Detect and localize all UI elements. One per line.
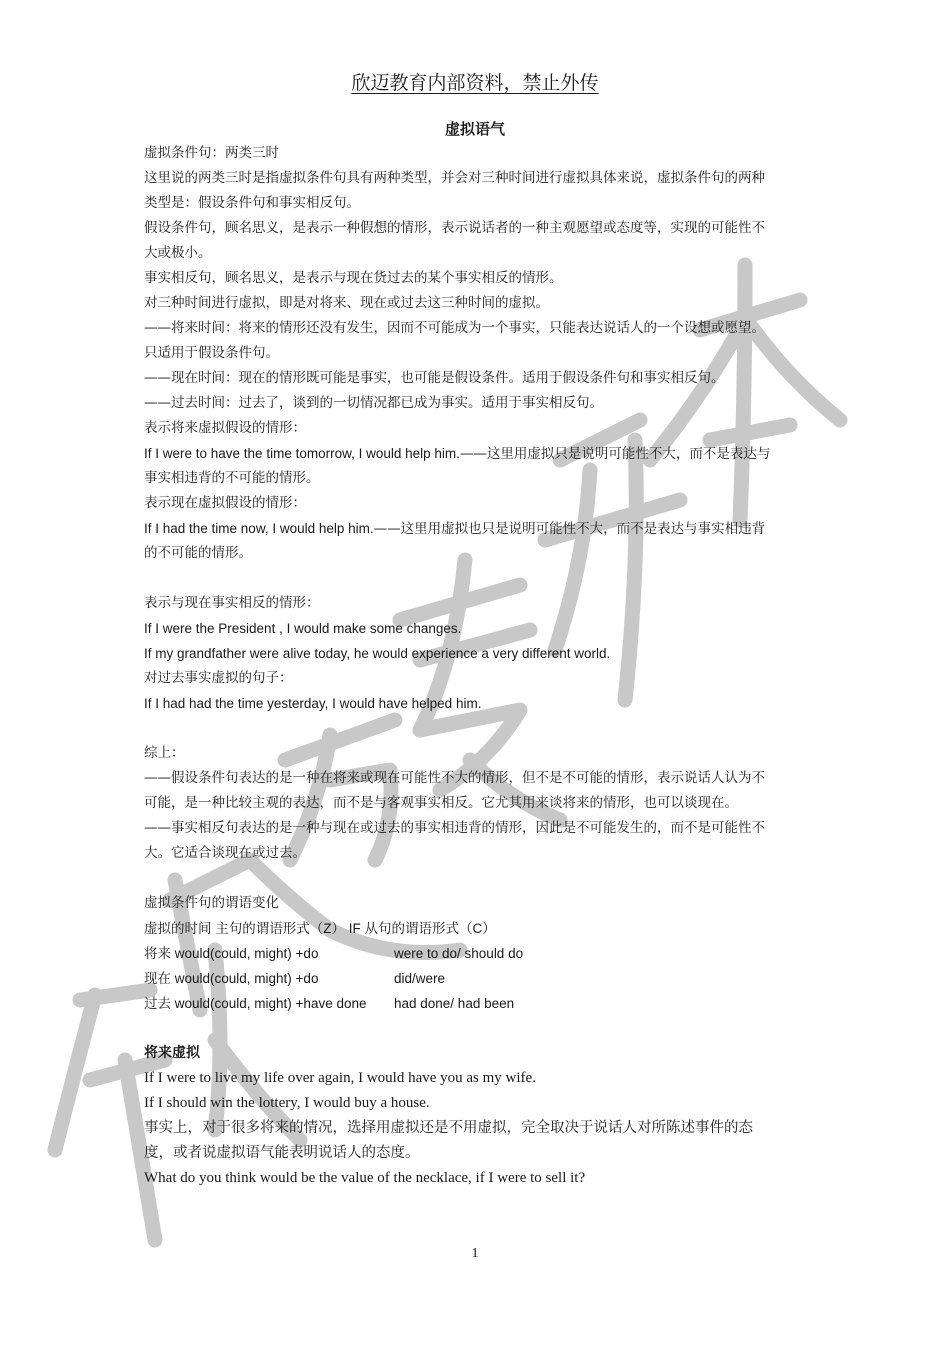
paragraph-line: 这里说的两类三时是指虚拟条件句具有两种类型，并会对三种时间进行虚拟具体来说，虚拟条件句的两种	[144, 170, 765, 186]
example-sentence: What do you think would be the value of the necklace, if I were to sell it?	[144, 1170, 586, 1186]
table-cell-if: had done/ had been	[394, 996, 515, 1011]
table-cell-main-form: would(could, might) +have done	[171, 996, 367, 1011]
table-row	[144, 966, 812, 991]
example-sentence: If I were the President , I would make some changes.	[144, 621, 462, 636]
example-sentence: If I had the time now, I would help him.	[144, 521, 374, 536]
example-note: ——这里用虚拟也只是说明可能性不大，而不是表达与事实相违背	[373, 521, 766, 537]
paragraph-line: 假设条件句，顾名思义，是表示一种假想的情形，表示说话者的一种主观愿望或态度等，实现的可能性不	[144, 220, 765, 236]
table-row	[144, 941, 812, 966]
table-cell-if: were to do/ should do	[394, 946, 524, 961]
example-sentence: If my grandfather were alive today, he would experience a very different world.	[144, 646, 611, 661]
table-cell-main	[144, 991, 394, 1016]
section-heading-conditional: 虚拟条件句：两类三时	[144, 145, 279, 161]
paragraph-line: 表示与现在事实相反的情形：	[144, 595, 320, 611]
table-cell-main	[144, 941, 394, 966]
paragraph-line: 事实相反句，顾名思义，是表示与现在货过去的某个事实相反的情形。	[144, 270, 563, 286]
paragraph-line: 度，或者说虚拟语气能表明说话人的态度。	[144, 1145, 420, 1161]
paragraph-line: ——过去时间：过去了，谈到的一切情况都已成为事实。适用于事实相反句。	[144, 395, 603, 411]
header	[0, 70, 950, 96]
spacer	[144, 566, 812, 591]
table-row	[144, 991, 812, 1016]
paragraph-line: 的不可能的情形。	[144, 545, 252, 561]
paragraph-line: 只适用于假设条件句。	[144, 345, 279, 361]
example-note: ——这里用虚拟只是说明可能性不大，而不是表达与	[459, 446, 771, 462]
example-line	[144, 441, 812, 466]
table-cell-main-form: would(could, might) +do	[171, 971, 319, 986]
table-cell-main-form: would(could, might) +do	[171, 946, 319, 961]
table-header: 虚拟的时间 主句的谓语形式（Z） IF 从句的谓语形式（C）	[144, 921, 496, 936]
paragraph-line: 事实相违背的不可能的情形。	[144, 470, 320, 486]
paragraph-line: 可能，是一种比较主观的表达，而不是与客观事实相反。它尤其用来谈将来的情形，也可以谈现在。	[144, 795, 738, 811]
table-cell-if: did/were	[394, 971, 446, 986]
section-heading-future: 将来虚拟	[144, 1045, 200, 1061]
table-cell-time: 过去	[144, 996, 171, 1012]
paragraph-line: 类型是：假设条件句和事实相反句。	[144, 195, 360, 211]
header-text: 欣迈教育内部资料，禁止外传	[351, 72, 599, 94]
paragraph-line: 表示将来虚拟假设的情形：	[144, 420, 306, 436]
paragraph-line: 对三种时间进行虚拟，即是对将来、现在或过去这三种时间的虚拟。	[144, 295, 549, 311]
example-sentence: If I were to have the time tomorrow, I would help him.	[144, 446, 460, 461]
paragraph-line: ——假设条件句表达的是一种在将来或现在可能性不大的情形，但不是不可能的情形，表示说话人认为不	[144, 770, 765, 786]
spacer	[144, 716, 812, 741]
table-caption: 虚拟条件句的谓语变化	[144, 895, 279, 911]
table-cell-time: 现在	[144, 971, 171, 987]
paragraph-line: ——现在时间：现在的情形既可能是事实，也可能是假设条件。适用于假设条件句和事实相反句。	[144, 370, 725, 386]
example-sentence: If I should win the lottery, I would buy a house.	[144, 1095, 430, 1111]
paragraph-line: 大或极小。	[144, 245, 212, 261]
page-number: 1	[471, 1246, 479, 1261]
paragraph-line: 大。它适合谈现在或过去。	[144, 845, 306, 861]
paragraph-line: 事实上，对于很多将来的情况，选择用虚拟还是不用虚拟，完全取决于说话人对所陈述事件的态	[144, 1120, 753, 1136]
document-title: 虚拟语气	[444, 120, 505, 138]
paragraph-line: 表示现在虚拟假设的情形：	[144, 495, 306, 511]
example-line	[144, 516, 812, 541]
spacer	[144, 866, 812, 891]
table-cell-time: 将来	[144, 946, 171, 962]
example-sentence: If I were to live my life over again, I would have you as my wife.	[144, 1070, 536, 1086]
document-body	[144, 141, 812, 1191]
example-sentence: If I had had the time yesterday, I would have helped him.	[144, 696, 482, 711]
paragraph-line: ——将来时间：将来的情形还没有发生，因而不可能成为一个事实，只能表达说话人的一个设想或愿望。	[144, 320, 765, 336]
summary-heading: 综上：	[144, 745, 185, 761]
paragraph-line: 对过去事实虚拟的句子：	[144, 670, 293, 686]
spacer	[144, 1016, 812, 1041]
paragraph-line: ——事实相反句表达的是一种与现在或过去的事实相违背的情形，因此是不可能发生的，而不是可能性不	[144, 820, 765, 836]
table-cell-main	[144, 966, 394, 991]
